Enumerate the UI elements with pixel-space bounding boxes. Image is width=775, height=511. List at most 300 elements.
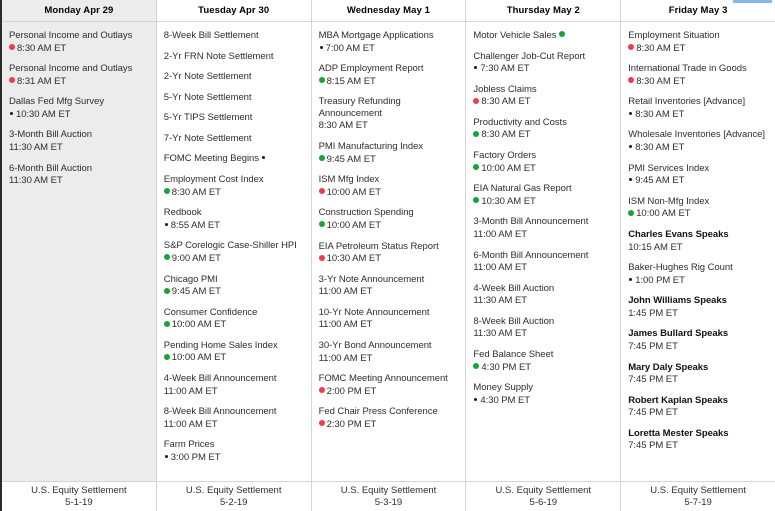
event-time-text: 11:00 AM ET (318, 286, 373, 298)
event-title-text: EIA Natural Gas Report (473, 183, 572, 195)
event-time (164, 352, 304, 364)
event-time (473, 163, 613, 175)
event-time (628, 440, 768, 452)
event-time (628, 76, 768, 88)
event-time (628, 43, 768, 55)
event-title-text: Baker-Hughes Rig Count (628, 262, 733, 274)
importance-dot-red-icon (9, 44, 15, 50)
event-time-text: 9:45 AM ET (171, 286, 221, 298)
calendar-event[interactable] (628, 229, 768, 253)
event-title-text: EIA Petroleum Status Report (318, 240, 439, 252)
event-title-text: Productivity and Costs (473, 116, 567, 128)
event-time-text: 8:30 AM ET (635, 108, 685, 120)
event-time-text: 3:00 PM ET (170, 451, 221, 463)
event-title-text: Chicago PMI (163, 273, 218, 285)
event-title (473, 283, 613, 295)
event-title (628, 428, 768, 440)
day-header[interactable]: Friday May 3 (621, 0, 775, 22)
settlement-date: 5-3-19 (374, 496, 403, 508)
settlement-footer (466, 481, 620, 511)
event-title (473, 250, 613, 262)
event-time (473, 63, 613, 75)
event-title (164, 240, 304, 252)
calendar-event[interactable] (473, 51, 613, 75)
calendar-event[interactable] (628, 196, 768, 220)
event-time-text: 7:45 PM ET (628, 374, 678, 386)
calendar-event[interactable] (319, 96, 459, 132)
day-header[interactable]: Thursday May 2 (466, 0, 620, 22)
event-title (164, 153, 304, 165)
day-header[interactable]: Monday Apr 29 (2, 0, 156, 22)
event-title-text: 2-Yr FRN Note Settlement (163, 50, 274, 62)
event-time-text: 2:00 PM ET (326, 385, 377, 397)
importance-dot-red-icon (319, 420, 325, 426)
event-time-text: 7:00 AM ET (325, 42, 375, 54)
event-time-text: 11:00 AM ET (163, 385, 218, 397)
calendar-event[interactable] (628, 129, 768, 153)
event-time-text: 9:45 AM ET (635, 175, 685, 187)
event-title (319, 340, 459, 352)
settlement-label: U.S. Equity Settlement (31, 484, 127, 496)
event-title (9, 163, 149, 175)
event-time-text: 8:30 AM ET (318, 120, 368, 132)
calendar-event[interactable] (164, 373, 304, 397)
calendar-event[interactable] (628, 262, 768, 286)
event-time (319, 386, 459, 398)
event-title-text: Wholesale Inventories [Advance] (628, 129, 765, 141)
settlement-footer (157, 481, 311, 511)
event-time (319, 286, 459, 298)
event-list (2, 22, 156, 481)
event-title-text: Personal Income and Outlays (9, 30, 133, 41)
event-time (628, 308, 768, 320)
calendar-event[interactable] (319, 241, 459, 265)
event-title-text: 8-Week Bill Auction (473, 315, 555, 327)
event-time (319, 76, 459, 88)
event-list (157, 22, 311, 481)
calendar-event[interactable] (164, 51, 304, 63)
event-time (628, 208, 768, 220)
calendar-event[interactable] (628, 362, 768, 386)
event-time-text: 7:45 PM ET (628, 440, 678, 452)
calendar-event[interactable] (319, 406, 459, 430)
importance-dot-black-icon (262, 156, 265, 159)
event-title-text: S&P Corelogic Case-Shiller HPI (163, 240, 297, 252)
event-title (319, 207, 459, 219)
calendar-event[interactable] (164, 274, 304, 298)
settlement-footer (312, 481, 466, 511)
calendar-event[interactable] (164, 406, 304, 430)
event-title-text: Money Supply (473, 382, 533, 394)
calendar-event[interactable] (319, 274, 459, 298)
event-time-text: 8:30 AM ET (481, 96, 531, 108)
importance-dot-green-icon (559, 31, 565, 37)
importance-dot-red-icon (319, 255, 325, 261)
event-title (628, 229, 768, 241)
event-title-text: Employment Situation (628, 30, 720, 41)
event-title (473, 51, 613, 63)
event-title-text: MBA Mortgage Applications (318, 30, 434, 41)
event-title (628, 163, 768, 175)
event-title (473, 382, 613, 394)
event-title-text: Charles Evans Speaks (628, 228, 729, 240)
event-time-text: 8:30 AM ET (481, 129, 531, 141)
event-time (473, 229, 613, 241)
event-list (466, 22, 620, 481)
scroll-indicator-sliver (733, 0, 772, 3)
event-title-text: PMI Services Index (628, 162, 710, 174)
importance-dot-black-icon (629, 145, 632, 148)
event-time-text: 1:00 PM ET (635, 274, 685, 286)
event-time-text: 7:45 PM ET (628, 407, 678, 419)
event-title (164, 133, 304, 145)
event-title (473, 349, 613, 361)
event-title (164, 274, 304, 286)
importance-dot-green-icon (473, 164, 479, 170)
calendar-event[interactable] (9, 30, 149, 54)
event-time (9, 43, 149, 55)
importance-dot-green-icon (319, 155, 325, 161)
event-time (473, 196, 613, 208)
settlement-date: 5-2-19 (219, 496, 248, 508)
importance-dot-green-icon (473, 197, 479, 203)
event-time (319, 319, 459, 331)
event-title-text: Fed Balance Sheet (473, 348, 554, 360)
event-title-text: FOMC Meeting Begins (163, 153, 259, 165)
event-time-text: 8:30 AM ET (17, 42, 67, 54)
event-time-text: 11:30 AM ET (473, 295, 528, 307)
event-time (164, 452, 304, 464)
calendar-event[interactable] (164, 207, 304, 231)
event-title (319, 63, 459, 75)
event-title-text: Personal Income and Outlays (9, 63, 133, 75)
calendar-event[interactable] (164, 133, 304, 145)
calendar-event[interactable] (164, 153, 304, 165)
event-title-text: James Bullard Speaks (628, 328, 729, 340)
event-time-text: 10:00 AM ET (171, 319, 227, 331)
event-time (319, 253, 459, 265)
event-title (164, 30, 304, 42)
event-time (628, 374, 768, 386)
event-title-text: PMI Manufacturing Index (318, 141, 424, 153)
calendar-event[interactable] (164, 240, 304, 264)
calendar-event[interactable] (628, 63, 768, 87)
event-title (319, 174, 459, 186)
event-title-text: Robert Kaplan Speaks (628, 394, 729, 406)
calendar-event[interactable] (473, 382, 613, 406)
calendar-event[interactable] (319, 174, 459, 198)
importance-dot-black-icon (165, 223, 168, 226)
event-time (473, 328, 613, 340)
calendar-event[interactable] (164, 174, 304, 198)
event-title-text: 3-Month Bill Announcement (473, 216, 589, 228)
calendar-event[interactable] (319, 373, 459, 397)
settlement-label: U.S. Equity Settlement (495, 484, 592, 496)
event-time (628, 175, 768, 187)
event-time-text: 10:00 AM ET (636, 208, 691, 220)
calendar-event[interactable] (473, 117, 613, 141)
event-time (628, 242, 768, 254)
event-title (319, 406, 459, 418)
event-title-text: Pending Home Sales Index (163, 339, 278, 351)
event-time-text: 10:00 AM ET (326, 219, 381, 231)
event-title-text: 30-Yr Bond Announcement (318, 339, 432, 351)
event-title-text: Fed Chair Press Conference (318, 406, 438, 418)
calendar-event[interactable] (319, 141, 459, 165)
day-column (466, 0, 621, 511)
event-time (319, 120, 459, 132)
event-title (9, 63, 149, 75)
event-title-text: Factory Orders (473, 150, 537, 162)
event-title-text: Challenger Job-Cut Report (473, 50, 586, 62)
importance-dot-red-icon (628, 44, 634, 50)
event-title-text: 5-Yr Note Settlement (163, 91, 252, 103)
calendar-event[interactable] (473, 316, 613, 340)
event-title (473, 216, 613, 228)
event-title-text: Construction Spending (318, 207, 414, 219)
calendar-event[interactable] (164, 92, 304, 104)
importance-dot-green-icon (164, 321, 170, 327)
calendar-event[interactable] (164, 30, 304, 42)
event-title-text: 7-Yr Note Settlement (163, 132, 252, 144)
event-list (312, 22, 466, 481)
calendar-event[interactable] (473, 183, 613, 207)
calendar-event[interactable] (473, 216, 613, 240)
importance-dot-black-icon (629, 278, 632, 281)
event-title (628, 196, 768, 208)
event-title (164, 406, 304, 418)
event-time (319, 220, 459, 232)
event-time-text: 11:00 AM ET (318, 352, 373, 364)
event-time-text: 10:00 AM ET (171, 352, 227, 364)
calendar-event[interactable] (9, 96, 149, 120)
event-time-text: 7:45 PM ET (628, 340, 678, 352)
event-time-text: 1:45 PM ET (628, 307, 678, 319)
event-time (164, 187, 304, 199)
event-time (319, 187, 459, 199)
event-time (473, 262, 613, 274)
day-header[interactable]: Wednesday May 1 (312, 0, 466, 22)
event-title (164, 439, 304, 451)
event-title-text: FOMC Meeting Announcement (318, 373, 448, 385)
settlement-label: U.S. Equity Settlement (185, 484, 282, 496)
importance-dot-red-icon (628, 77, 634, 83)
event-title (164, 112, 304, 124)
calendar-event[interactable] (319, 340, 459, 364)
importance-dot-red-icon (319, 188, 325, 194)
event-title (319, 307, 459, 319)
event-time-text: 2:30 PM ET (326, 418, 377, 430)
event-title-text: 3-Month Bill Auction (9, 129, 92, 141)
event-title-text: Redbook (163, 207, 202, 219)
event-time-text: 9:00 AM ET (171, 252, 221, 264)
event-time-text: 10:00 AM ET (481, 162, 536, 174)
calendar-event[interactable] (628, 30, 768, 54)
event-title-text: 4-Week Bill Auction (473, 282, 555, 294)
event-title-text: Dallas Fed Mfg Survey (9, 96, 105, 108)
event-title (319, 30, 459, 42)
event-title-text: 5-Yr TIPS Settlement (163, 112, 253, 124)
calendar-event[interactable] (164, 340, 304, 364)
day-column (2, 0, 157, 511)
calendar-event[interactable] (473, 349, 613, 373)
event-title (9, 129, 149, 141)
importance-dot-green-icon (628, 210, 634, 216)
event-time (473, 96, 613, 108)
event-title (473, 183, 613, 195)
event-title-text: 4-Week Bill Announcement (163, 372, 277, 384)
event-time-text: 8:30 AM ET (171, 186, 221, 198)
importance-dot-green-icon (164, 254, 170, 260)
day-column (621, 0, 775, 511)
event-title (628, 262, 768, 274)
event-time-text: 11:00 AM ET (163, 418, 218, 430)
event-title (319, 241, 459, 253)
event-time (9, 109, 149, 121)
calendar-event[interactable] (473, 84, 613, 108)
importance-dot-black-icon (629, 112, 632, 115)
event-time-text: 10:15 AM ET (628, 241, 683, 253)
event-title-text: 10-Yr Note Announcement (318, 306, 430, 318)
event-title (9, 96, 149, 108)
event-time (164, 386, 304, 398)
calendar-event[interactable] (319, 307, 459, 331)
event-title (319, 141, 459, 153)
event-time-text: 8:30 AM ET (636, 75, 686, 87)
settlement-label: U.S. Equity Settlement (340, 484, 437, 496)
importance-dot-red-icon (9, 77, 15, 83)
calendar-event[interactable] (628, 163, 768, 187)
event-title-text: 8-Week Bill Settlement (163, 30, 259, 41)
event-time-text: 8:30 AM ET (635, 142, 685, 154)
event-time-text: 8:30 AM ET (636, 42, 686, 54)
event-title-text: ADP Employment Report (318, 63, 424, 75)
event-time (628, 341, 768, 353)
importance-dot-black-icon (474, 398, 477, 401)
event-title (628, 295, 768, 307)
calendar-event[interactable] (473, 283, 613, 307)
day-column (157, 0, 312, 511)
event-time-text: 11:30 AM ET (9, 175, 63, 187)
calendar-event[interactable] (9, 129, 149, 153)
event-time (319, 43, 459, 55)
event-title (9, 30, 149, 42)
event-title (164, 373, 304, 385)
event-time (319, 353, 459, 365)
event-title-text: 2-Yr Note Settlement (163, 71, 252, 83)
settlement-label: U.S. Equity Settlement (650, 484, 746, 496)
event-time-text: 10:30 AM ET (16, 108, 71, 120)
event-title-text: ISM Mfg Index (318, 174, 380, 186)
event-time-text: 11:00 AM ET (318, 319, 373, 331)
event-title-text: Motor Vehicle Sales (473, 30, 557, 41)
event-time-text: 8:31 AM ET (17, 75, 67, 87)
settlement-date: 5-6-19 (529, 496, 558, 508)
day-column (312, 0, 467, 511)
event-title (473, 150, 613, 162)
importance-dot-green-icon (164, 188, 170, 194)
calendar-event[interactable] (628, 96, 768, 120)
event-title-text: 8-Week Bill Announcement (163, 406, 277, 418)
event-title (628, 63, 768, 75)
calendar-event[interactable] (628, 295, 768, 319)
calendar-event[interactable] (164, 439, 304, 463)
importance-dot-green-icon (164, 354, 170, 360)
event-time-text: 11:00 AM ET (473, 228, 528, 240)
importance-dot-black-icon (10, 112, 13, 115)
calendar-event[interactable] (164, 71, 304, 83)
event-list (621, 22, 775, 481)
event-title (628, 30, 768, 42)
calendar-event[interactable] (628, 395, 768, 419)
importance-dot-green-icon (164, 288, 170, 294)
event-time-text: 11:00 AM ET (473, 262, 528, 274)
calendar-event[interactable] (9, 163, 149, 187)
calendar-event[interactable] (628, 428, 768, 452)
calendar-event[interactable] (319, 63, 459, 87)
calendar-event[interactable] (473, 250, 613, 274)
importance-dot-green-icon (319, 221, 325, 227)
event-title (164, 207, 304, 219)
settlement-footer (2, 481, 156, 511)
event-time (628, 109, 768, 121)
event-time (319, 154, 459, 166)
importance-dot-green-icon (473, 363, 479, 369)
event-time (628, 275, 768, 287)
event-title-text: Consumer Confidence (163, 306, 258, 318)
calendar-event[interactable] (319, 30, 459, 54)
event-title-text: Retail Inventories [Advance] (628, 96, 746, 108)
settlement-date: 5-7-19 (684, 496, 712, 508)
event-title (319, 96, 459, 119)
event-time-text: 8:55 AM ET (170, 219, 220, 231)
event-time (9, 142, 149, 154)
calendar-event[interactable] (628, 328, 768, 352)
event-title-text: Treasury Refunding Announcement (318, 96, 401, 119)
calendar-event[interactable] (164, 112, 304, 124)
importance-dot-red-icon (473, 98, 479, 104)
event-title (164, 71, 304, 83)
settlement-footer (621, 481, 775, 511)
calendar-event[interactable] (164, 307, 304, 331)
event-time-text: 9:45 AM ET (326, 153, 376, 165)
calendar-week-grid (2, 0, 775, 511)
event-time-text: 7:30 AM ET (480, 63, 530, 75)
event-title (319, 274, 459, 286)
event-title-text: Mary Daly Speaks (628, 361, 709, 373)
event-time (628, 142, 768, 154)
day-header[interactable]: Tuesday Apr 30 (157, 0, 311, 22)
event-time (164, 253, 304, 265)
event-title (628, 96, 768, 108)
calendar-event[interactable] (473, 30, 613, 42)
calendar-event[interactable] (473, 150, 613, 174)
event-title (628, 362, 768, 374)
event-time (473, 395, 613, 407)
event-time (164, 419, 304, 431)
event-title-text: 6-Month Bill Auction (9, 162, 92, 174)
event-title-text: Employment Cost Index (163, 174, 264, 186)
calendar-event[interactable] (319, 207, 459, 231)
event-title-text: Jobless Claims (473, 83, 537, 95)
event-title-text: Farm Prices (163, 439, 215, 451)
event-time-text: 4:30 PM ET (480, 394, 531, 406)
calendar-event[interactable] (9, 63, 149, 87)
event-title-text: 3-Yr Note Announcement (318, 273, 425, 285)
importance-dot-black-icon (165, 455, 168, 458)
event-time-text: 11:30 AM ET (9, 142, 63, 154)
event-time (473, 295, 613, 307)
